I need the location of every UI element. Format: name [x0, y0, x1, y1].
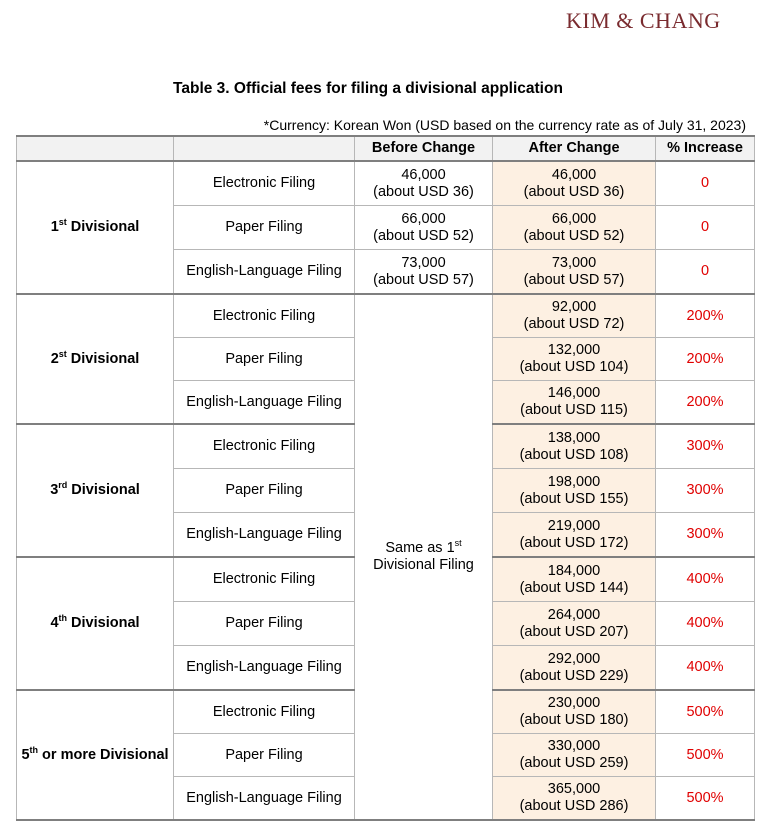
- firm-logo: KIM & CHANG: [566, 8, 721, 33]
- fee-after: 92,000 (about USD 72): [493, 294, 656, 338]
- filing-type: English-Language Filing: [174, 777, 355, 821]
- percent-increase: 400%: [656, 557, 755, 602]
- fee-after: 132,000 (about USD 104): [493, 338, 656, 381]
- fee-after: 330,000 (about USD 259): [493, 734, 656, 777]
- header-before-change: Before Change: [355, 136, 493, 161]
- filing-type: Electronic Filing: [174, 690, 355, 734]
- divisional-label: 1st Divisional: [17, 161, 174, 294]
- percent-increase: 400%: [656, 602, 755, 646]
- header-blank-1: [17, 136, 174, 161]
- header-row: [17, 136, 755, 161]
- filing-type: English-Language Filing: [174, 381, 355, 425]
- fee-after: 198,000 (about USD 155): [493, 469, 656, 513]
- fee-before: 66,000 (about USD 52): [355, 206, 493, 250]
- fee-before: 73,000 (about USD 57): [355, 250, 493, 295]
- fee-after: 46,000 (about USD 36): [493, 161, 656, 206]
- divisional-label: 2st Divisional: [17, 294, 174, 424]
- percent-increase: 0: [656, 161, 755, 206]
- filing-type: Paper Filing: [174, 469, 355, 513]
- fee-after: 264,000 (about USD 207): [493, 602, 656, 646]
- filing-type: Paper Filing: [174, 338, 355, 381]
- percent-increase: 300%: [656, 469, 755, 513]
- percent-increase: 0: [656, 206, 755, 250]
- percent-increase: 200%: [656, 294, 755, 338]
- filing-type: English-Language Filing: [174, 250, 355, 295]
- percent-increase: 200%: [656, 381, 755, 425]
- filing-type: Electronic Filing: [174, 424, 355, 469]
- fee-after: 365,000 (about USD 286): [493, 777, 656, 821]
- header-percent-increase: % Increase: [656, 136, 755, 161]
- fee-after: 73,000 (about USD 57): [493, 250, 656, 295]
- percent-increase: 0: [656, 250, 755, 295]
- fee-after: 219,000 (about USD 172): [493, 513, 656, 558]
- fee-after: 66,000 (about USD 52): [493, 206, 656, 250]
- fee-after: 146,000 (about USD 115): [493, 381, 656, 425]
- filing-type: Electronic Filing: [174, 557, 355, 602]
- fee-after: 230,000 (about USD 180): [493, 690, 656, 734]
- percent-increase: 300%: [656, 513, 755, 558]
- divisional-label: 4th Divisional: [17, 557, 174, 690]
- fee-after: 292,000 (about USD 229): [493, 646, 656, 691]
- filing-type: Electronic Filing: [174, 161, 355, 206]
- divisional-label: 3rd Divisional: [17, 424, 174, 557]
- header-after-change: After Change: [493, 136, 656, 161]
- fees-table: [16, 135, 755, 821]
- currency-note: *Currency: Korean Won (USD based on the currency rate as of July 31, 2023): [263, 117, 746, 133]
- percent-increase: 500%: [656, 734, 755, 777]
- divisional-label: 5th or more Divisional: [17, 690, 174, 820]
- percent-increase: 500%: [656, 777, 755, 821]
- table-title: Table 3. Official fees for filing a divisional application: [173, 80, 563, 97]
- percent-increase: 400%: [656, 646, 755, 691]
- header-blank-2: [174, 136, 355, 161]
- table-row: [17, 294, 755, 338]
- filing-type: English-Language Filing: [174, 646, 355, 691]
- percent-increase: 300%: [656, 424, 755, 469]
- filing-type: English-Language Filing: [174, 513, 355, 558]
- percent-increase: 200%: [656, 338, 755, 381]
- filing-type: Paper Filing: [174, 734, 355, 777]
- table-row: [17, 161, 755, 206]
- filing-type: Paper Filing: [174, 602, 355, 646]
- fee-after: 184,000 (about USD 144): [493, 557, 656, 602]
- fee-after: 138,000 (about USD 108): [493, 424, 656, 469]
- same-as-first-cell: Same as 1st Divisional Filing: [355, 294, 493, 820]
- filing-type: Paper Filing: [174, 206, 355, 250]
- percent-increase: 500%: [656, 690, 755, 734]
- filing-type: Electronic Filing: [174, 294, 355, 338]
- fee-before: 46,000 (about USD 36): [355, 161, 493, 206]
